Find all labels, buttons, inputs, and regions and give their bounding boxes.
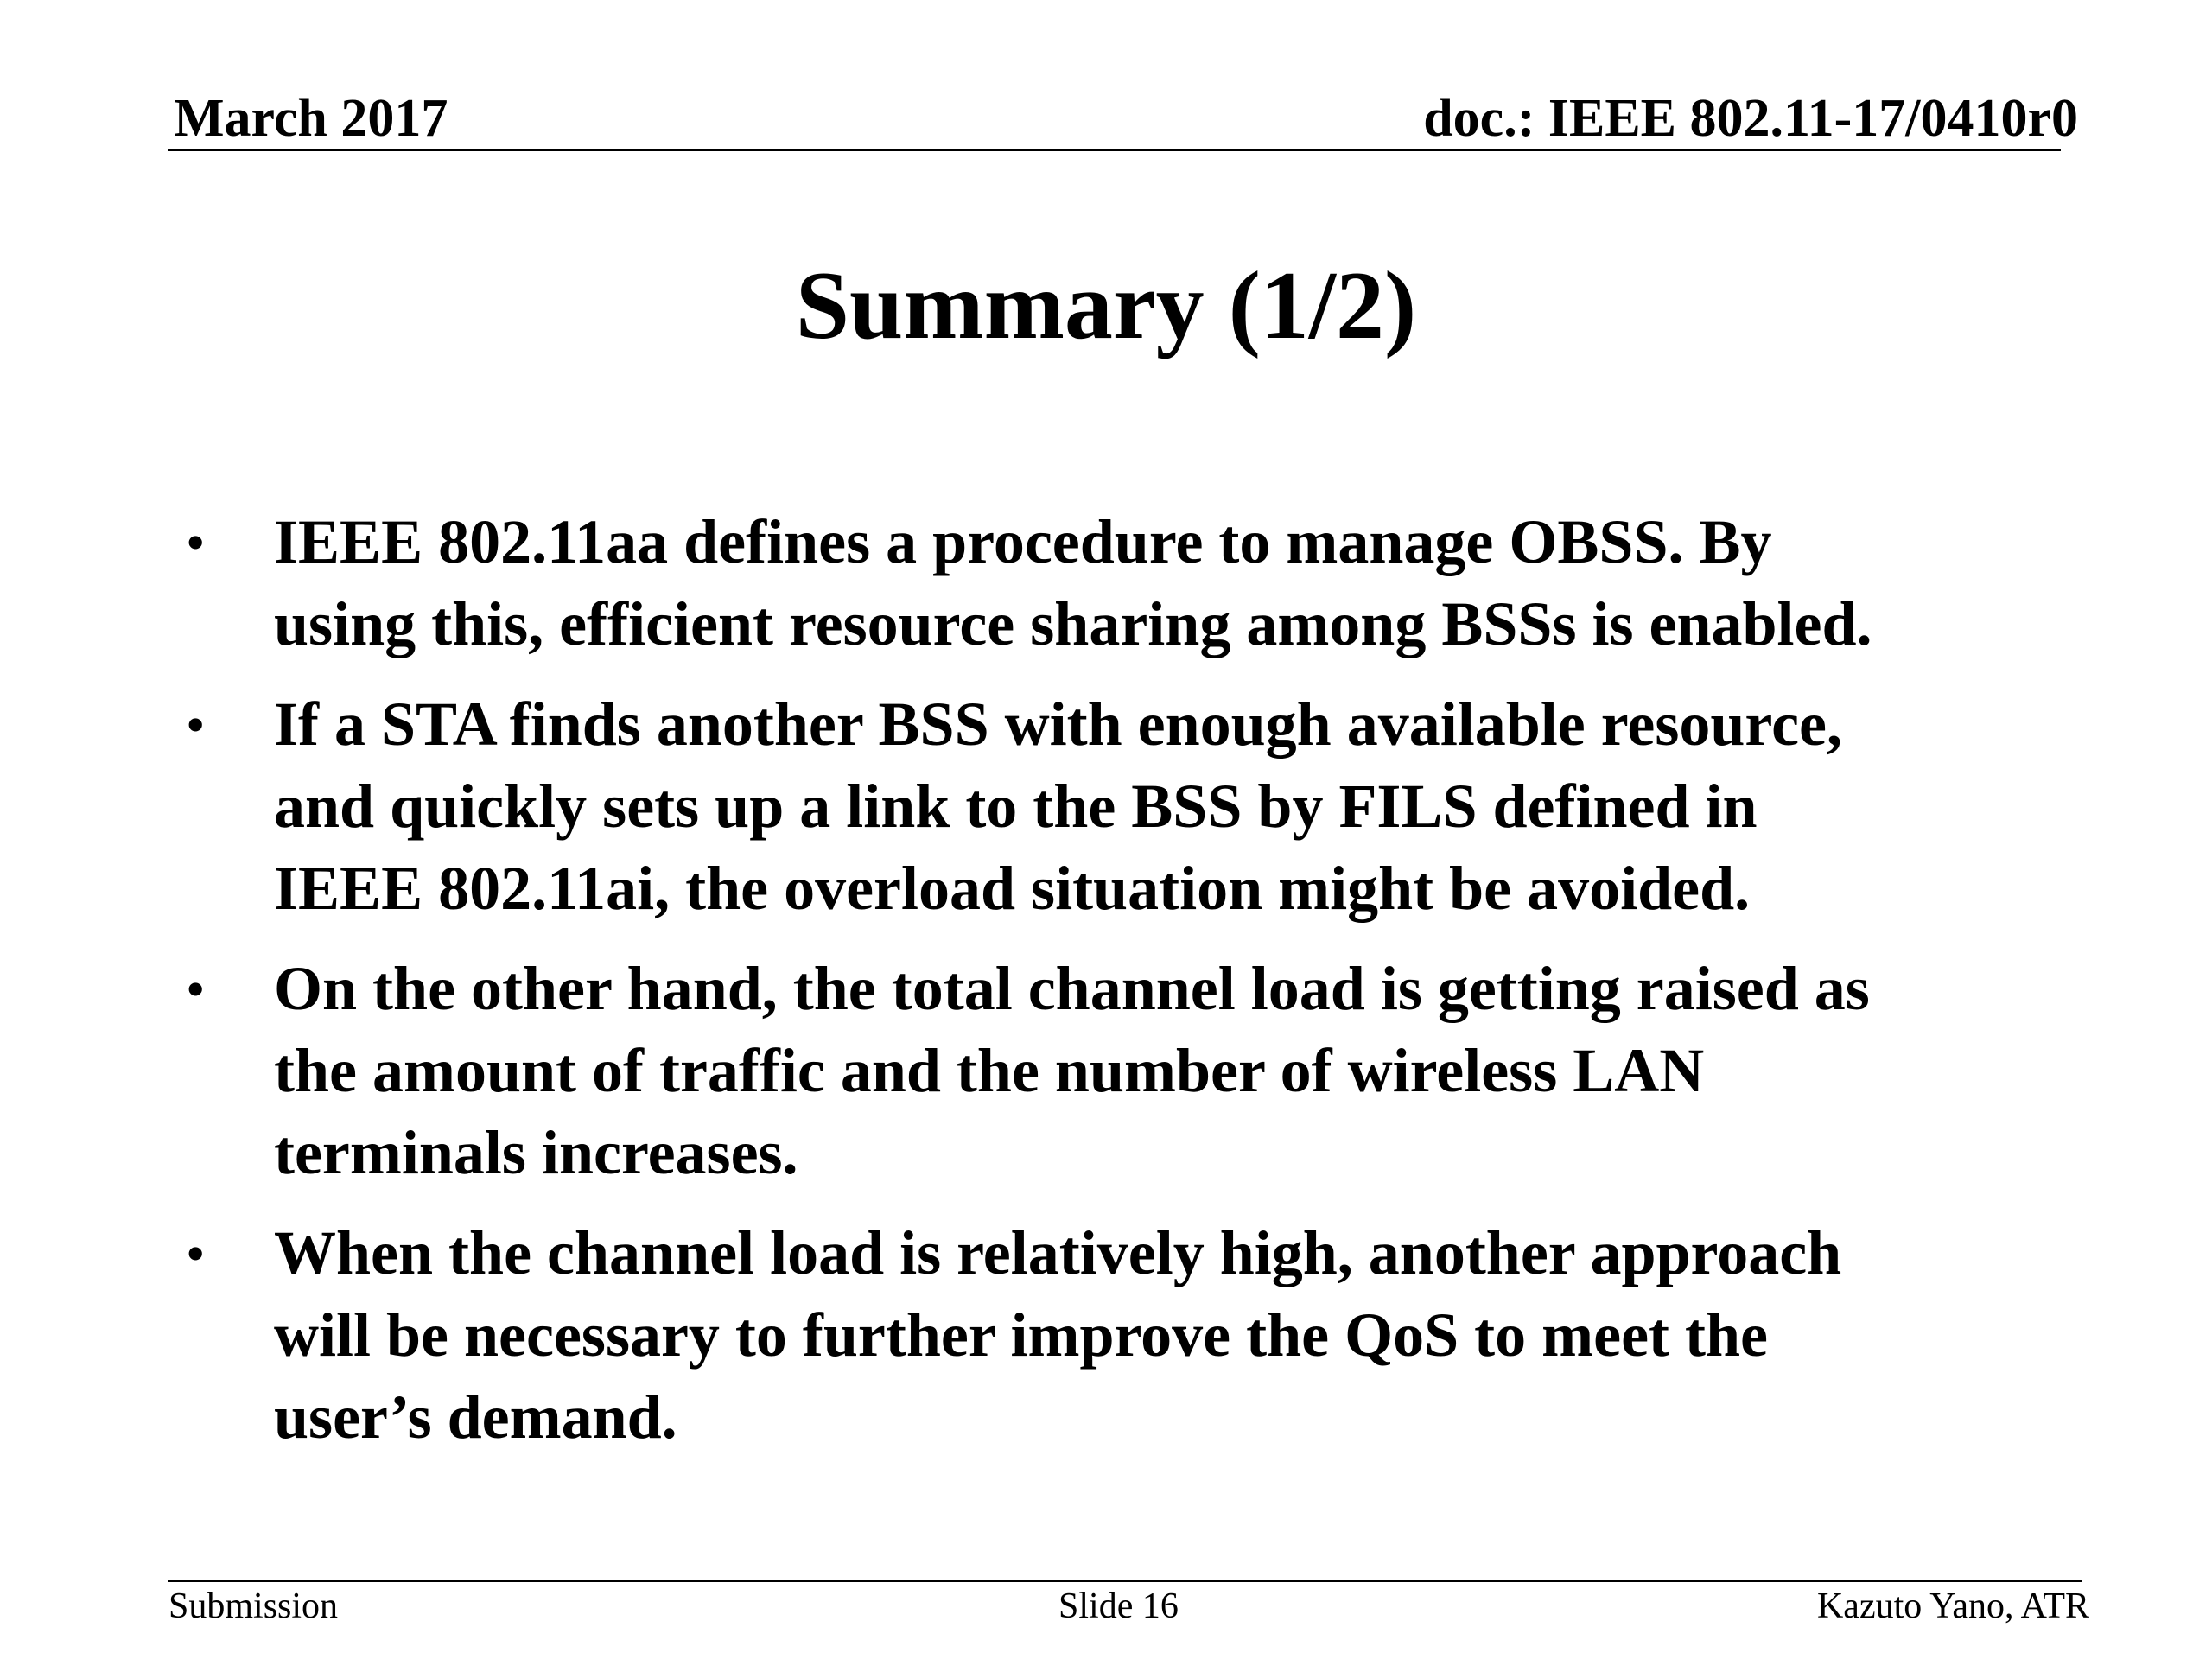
bullet-line: When the channel load is relatively high, another approach <box>274 1218 1842 1287</box>
bullet-line: IEEE 802.11ai, the overload situation might be avoided. <box>274 854 1751 923</box>
bullet-marker: • <box>186 512 206 573</box>
bullet-line: using this, efficient resource sharing among BSSs is enabled. <box>274 589 1872 658</box>
bullet-line: will be necessary to further improve the QoS to meet the <box>274 1300 1768 1370</box>
slide-title: Summary (1/2) <box>795 252 1417 359</box>
bullet-line: the amount of traffic and the number of wireless LAN <box>274 1036 1705 1105</box>
bullet-line: user’s demand. <box>274 1382 677 1452</box>
bullet-marker: • <box>186 1223 206 1284</box>
bullet-marker: • <box>186 694 206 755</box>
bullet-line: and quickly sets up a link to the BSS by FILS defined in <box>274 772 1758 841</box>
footer-submission: Submission <box>168 1586 339 1626</box>
footer-slide-number: Slide 16 <box>1058 1586 1179 1626</box>
bullet-line: On the other hand, the total channel load is getting raised as <box>274 954 1870 1023</box>
footer-divider <box>168 1580 2082 1582</box>
bullet-line: If a STA finds another BSS with enough available resource, <box>274 690 1842 759</box>
bullet-item <box>186 948 2078 1194</box>
bullet-list <box>186 501 2078 1477</box>
header-document-id: doc.: IEEE 802.11-17/0410r0 <box>1423 89 2078 148</box>
footer-author: Kazuto Yano, ATR <box>1816 1586 2089 1626</box>
header-date: March 2017 <box>174 89 448 148</box>
slide-header <box>168 86 2078 151</box>
bullet-item <box>186 1212 2078 1459</box>
bullet-item <box>186 683 2078 930</box>
bullet-line: IEEE 802.11aa defines a procedure to manage OBSS. By <box>274 507 1772 576</box>
bullet-line: terminals increases. <box>274 1118 798 1187</box>
bullet-item <box>186 501 2078 665</box>
bullet-marker: • <box>186 958 206 1020</box>
